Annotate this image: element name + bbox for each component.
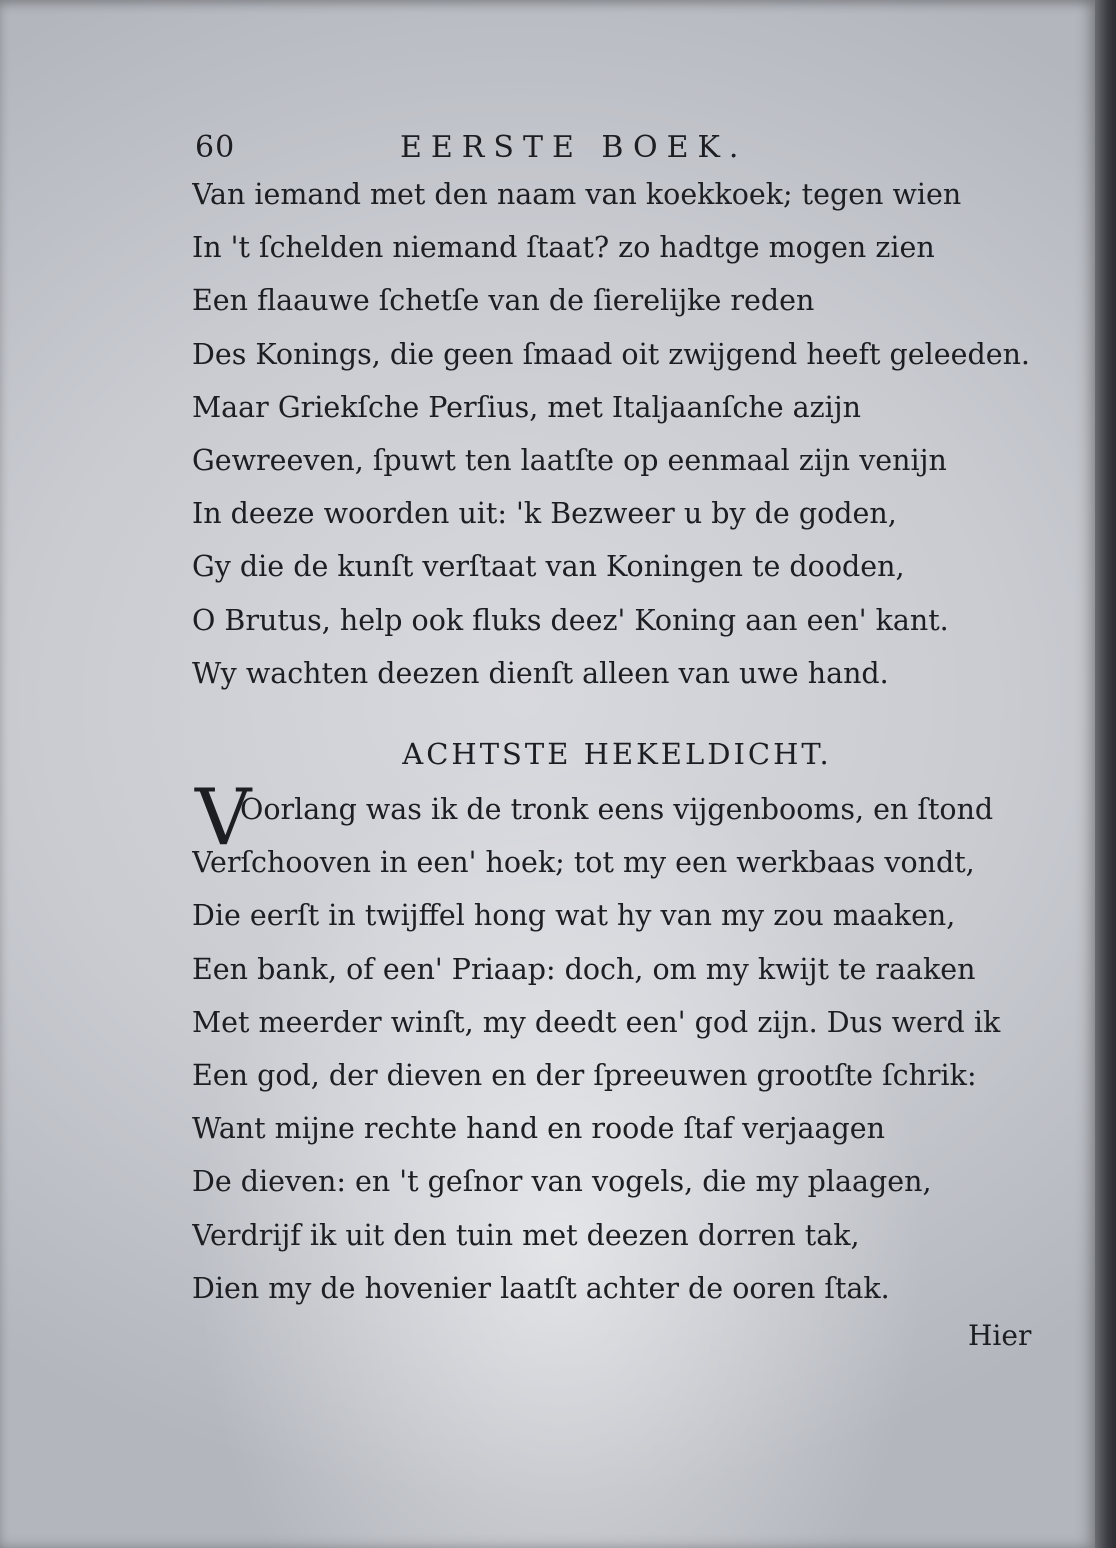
verse-line: Gy die de kunſt verſtaat van Koningen te dooden, (192, 550, 905, 584)
verse-line: Maar Griekſche Perſius, met Italjaanſche azijn (192, 390, 861, 424)
verse-line: Gewreeven, ſpuwt ten laatſte op eenmaal zijn venijn (192, 443, 947, 477)
verse-line: De dieven: en 't geſnor van vogels, die my plaagen, (192, 1165, 932, 1199)
page-number: 60 (195, 130, 236, 165)
verse-line: Een flaauwe ſchetſe van de ſierelijke reden (192, 284, 815, 318)
book-title: EERSTE BOEK. (400, 130, 748, 165)
verse-block-2 (192, 783, 1042, 1315)
drop-cap: V (195, 773, 252, 863)
verse-line: Een bank, of een' Priaap: doch, om my kwijt te raaken (192, 952, 976, 986)
section-heading: ACHTSTE HEKELDICHT. (402, 737, 832, 771)
verse-line: Wy wachten deezen dienſt alleen van uwe hand. (192, 656, 889, 690)
verse-line: Verdrijf ik uit den tuin met deezen dorren tak, (192, 1218, 860, 1252)
page-edge-shadow (1095, 0, 1116, 1548)
verse-line: Des Konings, die geen ſmaad oit zwijgend heeft geleeden. (192, 337, 1030, 371)
verse-line: Dien my de hovenier laatſt achter de ooren ſtak. (192, 1271, 890, 1305)
verse-line: Verſchooven in een' hoek; tot my een werkbaas vondt, (192, 846, 975, 880)
running-head (195, 128, 955, 168)
verse-line: Want mijne rechte hand en roode ſtaf verjaagen (192, 1112, 885, 1146)
verse-line: In 't ſchelden niemand ſtaat? zo hadtge mogen zien (192, 231, 935, 265)
verse-line: Die eerſt in twijffel hong wat hy van my zou maaken, (192, 899, 956, 933)
verse-line-first: Oorlang was ik de tronk eens vijgenbooms, en ſtond (240, 793, 994, 826)
verse-line: O Brutus, help ook fluks deez' Koning aan een' kant. (192, 603, 949, 637)
verse-line: In deeze woorden uit: 'k Bezweer u by de goden, (192, 497, 897, 531)
verse-block-1 (192, 168, 1042, 700)
catchword: Hier (968, 1319, 1032, 1352)
verse-line: Met meerder winſt, my deedt een' god zijn. Dus werd ik (192, 1005, 1001, 1039)
verse-line: Een god, der dieven en der ſpreeuwen grootſte ſchrik: (192, 1058, 977, 1092)
verse-line: Van iemand met den naam van koekkoek; tegen wien (192, 178, 962, 211)
